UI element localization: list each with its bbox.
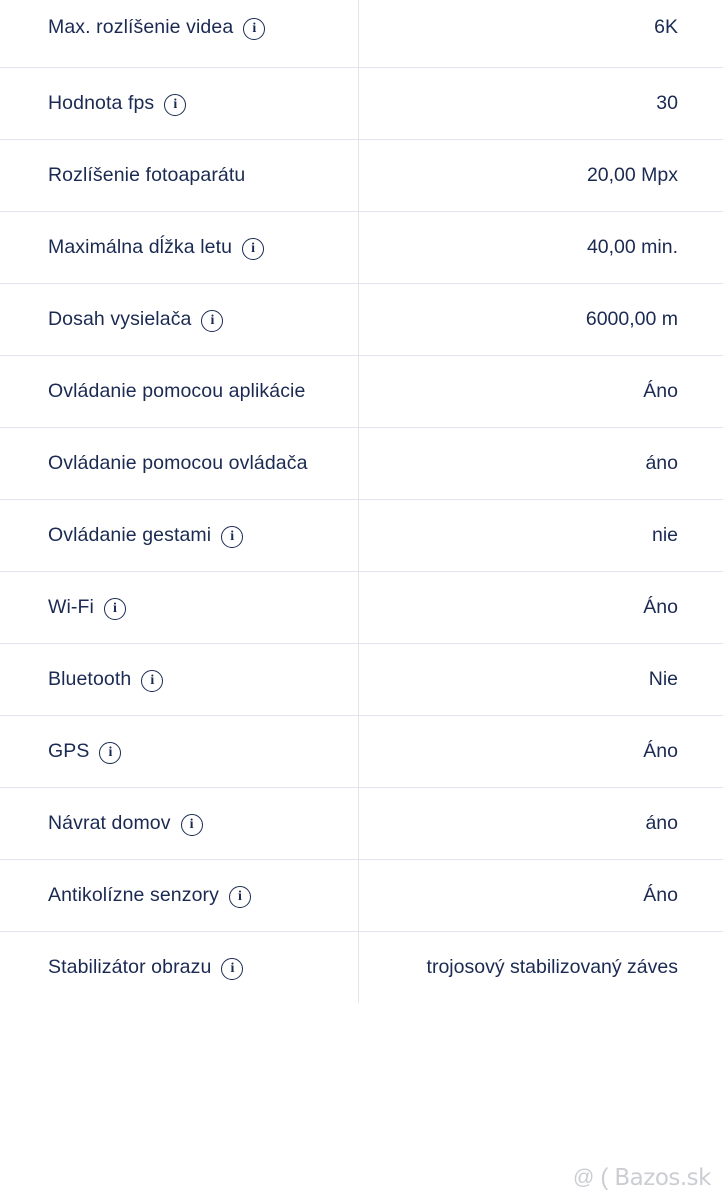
spec-label: Bluetooth <box>48 668 132 690</box>
spec-value: Nie <box>648 668 678 690</box>
spec-value: nie <box>651 524 678 546</box>
spec-label-cell <box>0 932 358 1004</box>
table-row <box>0 500 723 572</box>
spec-label: Ovládanie pomocou ovládača <box>48 452 308 474</box>
info-icon[interactable]: i <box>221 526 243 548</box>
info-icon[interactable]: i <box>164 94 186 116</box>
spec-value-cell <box>358 140 723 212</box>
table-row <box>0 0 723 68</box>
table-row <box>0 212 723 284</box>
spec-value-cell <box>358 356 723 428</box>
spec-value-cell <box>358 500 723 572</box>
spec-label: Návrat domov <box>48 812 171 834</box>
spec-label-cell <box>0 212 358 284</box>
spec-value-cell <box>358 428 723 500</box>
spec-label-cell <box>0 500 358 572</box>
info-icon[interactable]: i <box>141 670 163 692</box>
info-icon[interactable]: i <box>104 598 126 620</box>
spec-value: trojosový stabilizovaný záves <box>426 956 678 978</box>
spec-label: Ovládanie pomocou aplikácie <box>48 380 306 402</box>
spec-label: Ovládanie gestami <box>48 524 212 546</box>
spec-label-cell <box>0 644 358 716</box>
spec-value: 6K <box>654 16 678 38</box>
spec-label: Dosah vysielača <box>48 308 192 330</box>
info-icon[interactable]: i <box>201 310 223 332</box>
spec-label-cell <box>0 788 358 860</box>
info-icon[interactable]: i <box>229 886 251 908</box>
spec-value: Áno <box>643 884 678 906</box>
table-row <box>0 788 723 860</box>
spec-value-cell <box>358 0 723 68</box>
info-icon[interactable]: i <box>243 18 265 40</box>
spec-value-cell <box>358 284 723 356</box>
table-row <box>0 140 723 212</box>
table-row <box>0 932 723 1004</box>
spec-value: áno <box>645 812 678 834</box>
table-row <box>0 356 723 428</box>
table-row <box>0 68 723 140</box>
spec-value: 6000,00 m <box>585 308 678 330</box>
spec-value: 30 <box>656 92 678 114</box>
spec-label-cell <box>0 140 358 212</box>
table-row <box>0 860 723 932</box>
spec-label-cell <box>0 572 358 644</box>
spec-label: Rozlíšenie fotoaparátu <box>48 164 246 186</box>
watermark <box>573 1164 711 1192</box>
watermark-label: Bazos.sk <box>614 1165 711 1191</box>
spec-value: Áno <box>643 380 678 402</box>
spec-value-cell <box>358 716 723 788</box>
spec-value-cell <box>358 860 723 932</box>
spec-label-cell <box>0 356 358 428</box>
spec-value: áno <box>645 452 678 474</box>
watermark-bracket-icon: ( <box>600 1164 609 1191</box>
info-icon[interactable]: i <box>221 958 243 980</box>
spec-value: 20,00 Mpx <box>586 164 678 186</box>
spec-label: Stabilizátor obrazu <box>48 956 212 978</box>
spec-label: Max. rozlíšenie videa <box>48 16 234 38</box>
spec-label-cell <box>0 860 358 932</box>
table-row <box>0 716 723 788</box>
spec-label: Antikolízne senzory <box>48 884 219 906</box>
spec-label: GPS <box>48 740 90 762</box>
table-row <box>0 428 723 500</box>
table-row <box>0 284 723 356</box>
info-icon[interactable]: i <box>242 238 264 260</box>
spec-value: Áno <box>643 740 678 762</box>
spec-label-cell <box>0 428 358 500</box>
spec-value-cell <box>358 572 723 644</box>
spec-label: Wi-Fi <box>48 596 94 618</box>
spec-label: Hodnota fps <box>48 92 155 114</box>
spec-label-cell <box>0 284 358 356</box>
spec-label-cell <box>0 68 358 140</box>
spec-value-cell <box>358 788 723 860</box>
spec-label-cell <box>0 716 358 788</box>
spec-value-cell <box>358 68 723 140</box>
spec-value-cell <box>358 932 723 1004</box>
table-row <box>0 572 723 644</box>
spec-value-cell <box>358 212 723 284</box>
table-row <box>0 644 723 716</box>
info-icon[interactable]: i <box>181 814 203 836</box>
spec-value: Áno <box>643 596 678 618</box>
spec-value-cell <box>358 644 723 716</box>
info-icon[interactable]: i <box>99 742 121 764</box>
spec-label: Maximálna dĺžka letu <box>48 236 233 258</box>
spec-value: 40,00 min. <box>586 236 678 258</box>
at-icon: @ <box>573 1166 595 1189</box>
spec-label-cell <box>0 0 358 68</box>
